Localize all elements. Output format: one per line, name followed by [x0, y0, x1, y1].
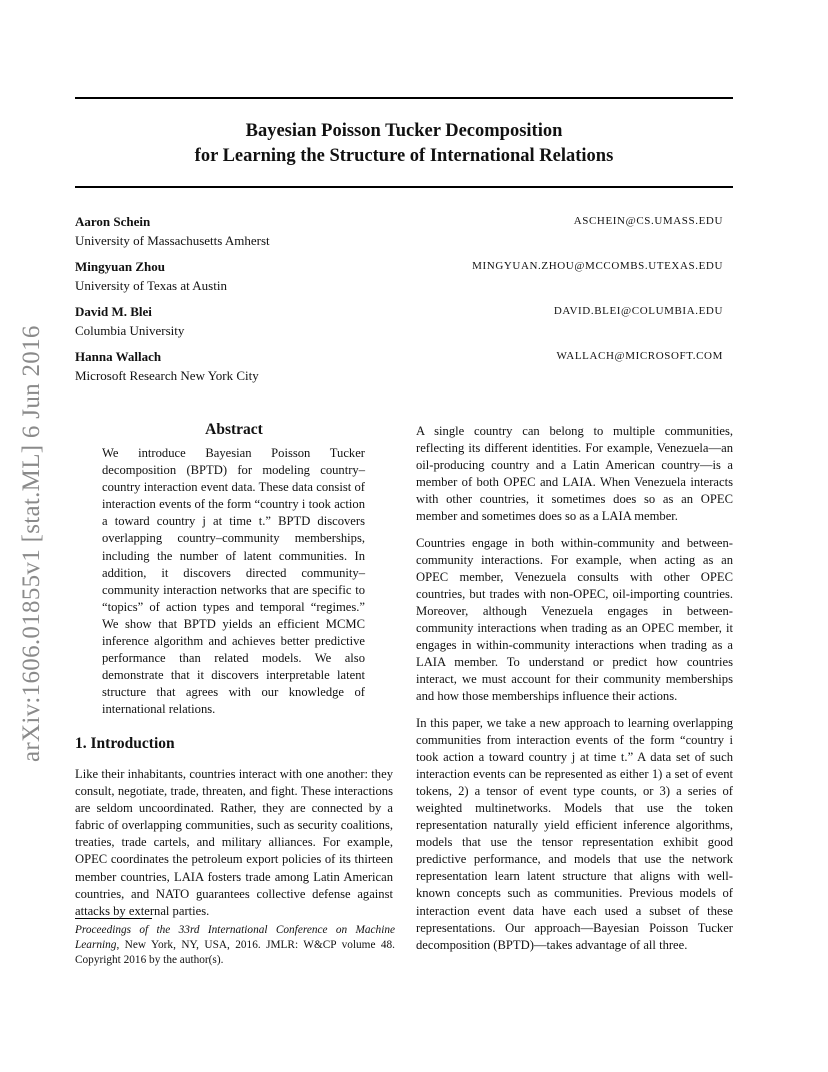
author-block: [75, 257, 723, 295]
author-email: MINGYUAN.ZHOU@MCCOMBS.UTEXAS.EDU: [472, 260, 723, 272]
abstract-heading: Abstract: [205, 421, 263, 438]
author-name: Mingyuan Zhou: [75, 259, 165, 274]
author-affiliation: Columbia University: [75, 323, 185, 338]
footnote-proceedings: Proceedings of the 33rd International Conference on Machine Learning: [75, 924, 395, 951]
author-name: Hanna Wallach: [75, 349, 162, 364]
paragraph: Like their inhabitants, countries interact with one another: they consult, negotiate, trade, threaten, and fight. These interactions are seldom uncoordinated. Rather, they are connected by a fabric of overlapping communities, such as security coalitions, treaties, trade cartels, and military alliances. For example, OPEC coordinates the petroleum export policies of its thirteen member countries, LAIA fosters trade among Latin American countries, and NATO guarantees collective defense against attacks by external parties.: [75, 767, 393, 918]
paragraph: A single country can belong to multiple communities, reflecting its different identities. For example, Venezuela—an oil-producing country and a Latin American country—is a member of both OPEC and LAIA. When Venezuela interacts with other countries, it sometimes does so as an OPEC member and sometimes does so as a LAIA member.: [416, 424, 733, 524]
author-block: [75, 212, 723, 250]
author-email: WALLACH@MICROSOFT.COM: [556, 350, 723, 362]
author-name: Aaron Schein: [75, 214, 151, 229]
title-bottom-rule: [75, 186, 733, 188]
author-affiliation: University of Massachusetts Amherst: [75, 233, 270, 248]
paragraph: Countries engage in both within-community and between-community interactions. For example, when acting as an OPEC member, Venezuela consults with other OPEC countries, but trades with non-OPEC, oil-importing countries. Moreover, although Venezuela engages in between-community interactions when trading as an OPEC member, it engages in within-community interactions when trading as a LAIA member. To understand or predict how countries interact, we must account for their community memberships and how those memberships influence their actions.: [416, 535, 733, 704]
introduction-body: [75, 766, 393, 929]
author-affiliation: Microsoft Research New York City: [75, 368, 259, 383]
abstract-text: We introduce Bayesian Poisson Tucker decomposition (BPTD) for modeling country–country interaction event data. These data consist of interaction events of the form “country i took action a toward country j at time t.” BPTD discovers overlapping country–community memberships, including the number of latent communities. In addition, it discovers directed community–community interaction networks that are specific to “topics” of action types and temporal “regimes.” We show that BPTD yields an efficient MCMC inference algorithm and achieves better predictive performance than related models. We also demonstrate that it discovers interpretable latent structure that agrees with our knowledge of international relations.: [102, 446, 365, 717]
right-column: [416, 423, 733, 963]
paper-title: [75, 119, 733, 169]
author-email: DAVID.BLEI@COLUMBIA.EDU: [553, 305, 723, 317]
author-block: [75, 302, 723, 340]
title-line-2: for Learning the Structure of International Relations: [194, 146, 614, 166]
title-line-1: Bayesian Poisson Tucker Decomposition: [245, 121, 563, 141]
arxiv-stamp: arXiv:1606.01855v1 [stat.ML] 6 Jun 2016: [18, 325, 45, 762]
title-top-rule: [75, 97, 733, 99]
author-block: [75, 347, 723, 385]
section-heading-introduction: 1. Introduction: [75, 735, 175, 752]
footnote: [75, 923, 395, 968]
footnote-details: , New York, NY, USA, 2016. JMLR: W&CP volume 48. Copyright 2016 by the author(s).: [75, 939, 395, 966]
footnote-rule: [75, 918, 152, 919]
paragraph: In this paper, we take a new approach to learning overlapping communities from interaction events of the form “country i took action a toward country j at time t.” A data set of such interaction events can be represented as either 1) a set of event tokens, 2) a tensor of event type counts, or 3) a series of weighted multinetworks. Models that use the token representation naturally yield efficient inference algorithms, models that use the tensor representation exhibit good predictive performance, and models that use the network representation learn latent structure that aligns with well-known concepts such as communities. Previous models of interaction event data have each used a subset of these representations. Our approach—Bayesian Poisson Tucker decomposition (BPTD)—takes advantage of all three.: [416, 715, 733, 952]
author-affiliation: University of Texas at Austin: [75, 278, 227, 293]
author-name: David M. Blei: [75, 304, 152, 319]
author-email: ASCHEIN@CS.UMASS.EDU: [573, 215, 723, 227]
